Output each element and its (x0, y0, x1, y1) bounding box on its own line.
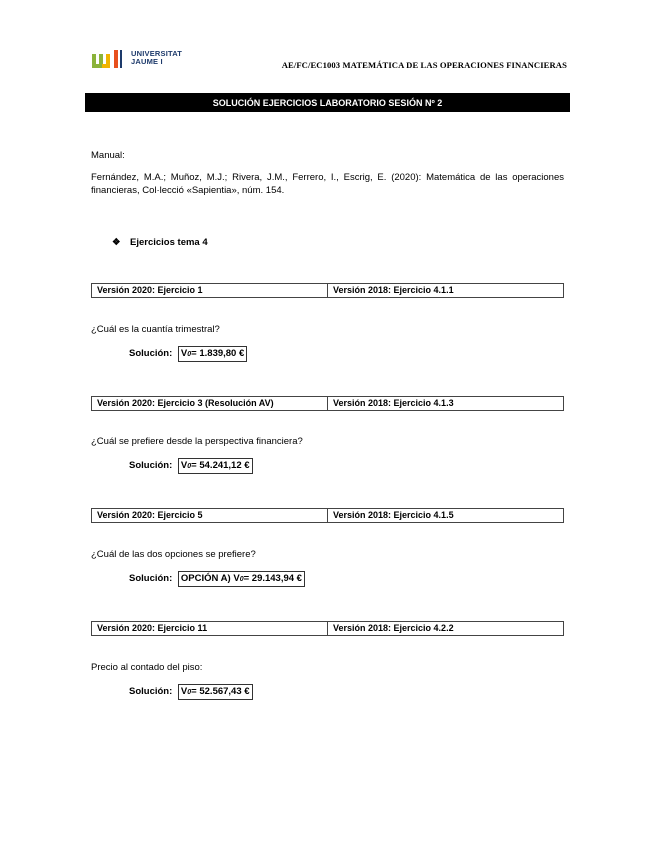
version-table (91, 396, 564, 411)
solution-value: = 1.839,80 € (191, 348, 245, 359)
solution-label: Solución: (129, 348, 173, 359)
version-2020-cell: Versión 2020: Ejercicio 5 (97, 510, 203, 520)
manual-label: Manual: (91, 150, 125, 161)
exercise-question: ¿Cuál es la cuantía trimestral? (91, 324, 220, 335)
solution-prefix: V (180, 686, 188, 697)
exercise-question: ¿Cuál de las dos opciones se prefiere? (91, 549, 256, 560)
document-title: SOLUCIÓN EJERCICIOS LABORATORIO SESIÓN Nº 2 (85, 93, 570, 112)
version-table (91, 508, 564, 523)
solution-line (129, 458, 253, 474)
solution-value-box (178, 571, 305, 587)
version-table (91, 621, 564, 636)
version-2020-cell: Versión 2020: Ejercicio 1 (97, 285, 203, 295)
solution-value: = 54.241,12 € (191, 460, 250, 471)
version-2020-cell: Versión 2020: Ejercicio 11 (97, 623, 208, 633)
manual-reference: Fernández, M.A.; Muñoz, M.J.; Rivera, J.M., Ferrero, I., Escrig, E. (2020): Matemática de las operaciones financieras, Col·lecció «Sapientia», núm. 154. (91, 172, 564, 196)
solution-line (129, 684, 253, 700)
version-2018-cell: Versión 2018: Ejercicio 4.2.2 (327, 622, 563, 635)
university-logo (92, 50, 188, 68)
solution-subscript: 0 (187, 689, 192, 696)
section-title: Ejercicios tema 4 (130, 237, 208, 248)
exercise-question: ¿Cuál se prefiere desde la perspectiva financiera? (91, 436, 303, 447)
solution-prefix: OPCIÓN A) V (180, 573, 240, 584)
solution-value-box (178, 458, 253, 474)
course-header: AE/FC/EC1003 MATEMÁTICA DE LAS OPERACIONES FINANCIERAS (281, 60, 567, 70)
version-2018-cell: Versión 2018: Ejercicio 4.1.3 (327, 397, 563, 410)
solution-value-box (178, 684, 253, 700)
solution-subscript: 0 (187, 351, 192, 358)
solution-subscript: 0 (187, 463, 192, 470)
solution-value-box (178, 346, 247, 362)
solution-prefix: V (180, 348, 188, 359)
exercise-question: Precio al contado del piso: (91, 662, 203, 673)
logo-line-2: JAUME I (131, 57, 163, 66)
logo-line-1: UNIVERSITAT (131, 49, 183, 58)
solution-subscript: 0 (239, 576, 244, 583)
solution-label: Solución: (129, 460, 173, 471)
version-2018-cell: Versión 2018: Ejercicio 4.1.5 (327, 509, 563, 522)
solution-value: = 29.143,94 € (243, 573, 302, 584)
logo-wordmark (131, 50, 182, 66)
solution-line (129, 571, 305, 587)
version-table (91, 283, 564, 298)
section-heading (112, 236, 208, 249)
uji-logo-mark-icon (92, 50, 128, 68)
diamond-bullet-icon: ❖ (112, 237, 121, 248)
solution-label: Solución: (129, 573, 173, 584)
solution-line (129, 346, 247, 362)
solution-value: = 52.567,43 € (191, 686, 250, 697)
solution-label: Solución: (129, 686, 173, 697)
solution-prefix: V (180, 460, 188, 471)
version-2020-cell: Versión 2020: Ejercicio 3 (Resolución AV) (97, 398, 274, 408)
version-2018-cell: Versión 2018: Ejercicio 4.1.1 (327, 284, 563, 297)
